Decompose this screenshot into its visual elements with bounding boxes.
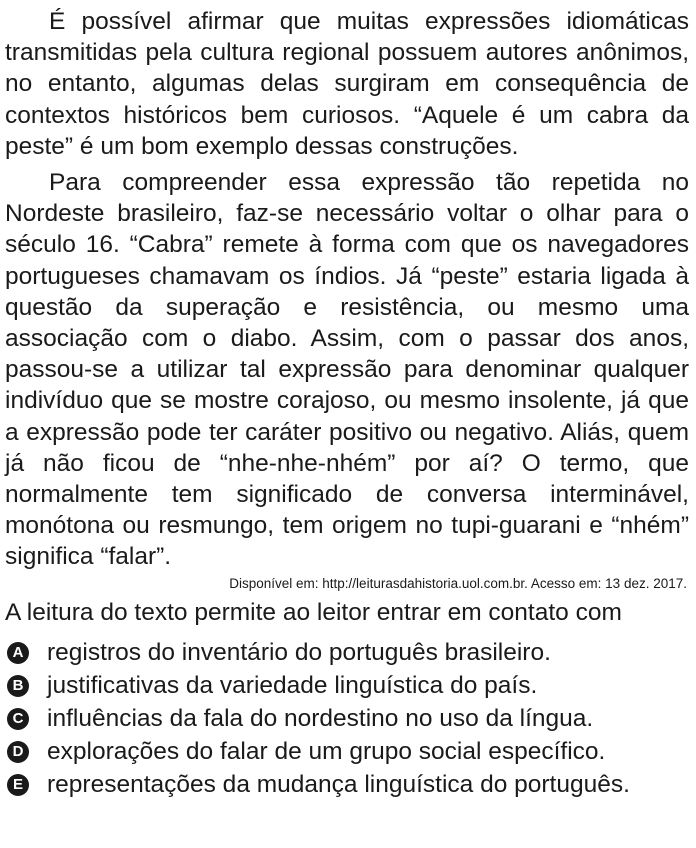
reading-text <box>5 6 689 593</box>
option-d[interactable] <box>5 736 689 769</box>
option-text: representações da mudança linguística do português. <box>47 771 630 799</box>
question-stem: A leitura do texto permite ao leitor entrar em contato com <box>5 598 622 626</box>
option-letter-d-icon: D <box>7 741 29 763</box>
option-b[interactable] <box>5 670 689 703</box>
option-text: justificativas da variedade linguística do país. <box>47 672 538 700</box>
option-a[interactable] <box>5 637 689 670</box>
answer-options <box>5 637 689 802</box>
option-e[interactable] <box>5 769 689 802</box>
option-letter-b-icon: B <box>7 675 29 697</box>
option-c[interactable] <box>5 703 689 736</box>
option-text: influências da fala do nordestino no uso da língua. <box>47 705 594 733</box>
option-text: explorações do falar de um grupo social específico. <box>47 738 606 766</box>
exam-question <box>5 6 689 802</box>
option-letter-a-icon: A <box>7 642 29 664</box>
text-paragraph-2: Para compreender essa expressão tão repetida no Nordeste brasileiro, faz-se necessário voltar o olhar para o século 16. “Cabra” remete à forma com que os navegadores portugueses chamavam os índios. Já “peste” estaria ligada à questão da superação e resistência, ou mesmo uma associação com o diabo. Assim, com o passar dos anos, passou-se a utilizar tal expressão para denominar qualquer indivíduo que se mostre corajoso, ou mesmo insolente, já que a expressão pode ter caráter positivo ou negativo. Aliás, quem já não ficou de “nhe-nhe-nhém” por aí? O termo, que normalmente tem significado de conversa interminável, monótona ou resmungo, tem origem no tupi-guarani e “nhém” significa “falar”. <box>5 169 689 571</box>
option-text: registros do inventário do português brasileiro. <box>47 639 551 667</box>
source-citation: Disponível em: http://leiturasdahistoria.uol.com.br. Acesso em: 13 dez. 2017. <box>229 575 687 591</box>
option-letter-c-icon: C <box>7 708 29 730</box>
option-letter-e-icon: E <box>7 774 29 796</box>
text-paragraph-1: É possível afirmar que muitas expressões idiomáticas transmitidas pela cultura regional possuem autores anônimos, no entanto, algumas delas surgiram em consequência de contextos históricos bem curiosos. “Aquele é um cabra da peste” é um bom exemplo dessas construções. <box>5 8 689 160</box>
